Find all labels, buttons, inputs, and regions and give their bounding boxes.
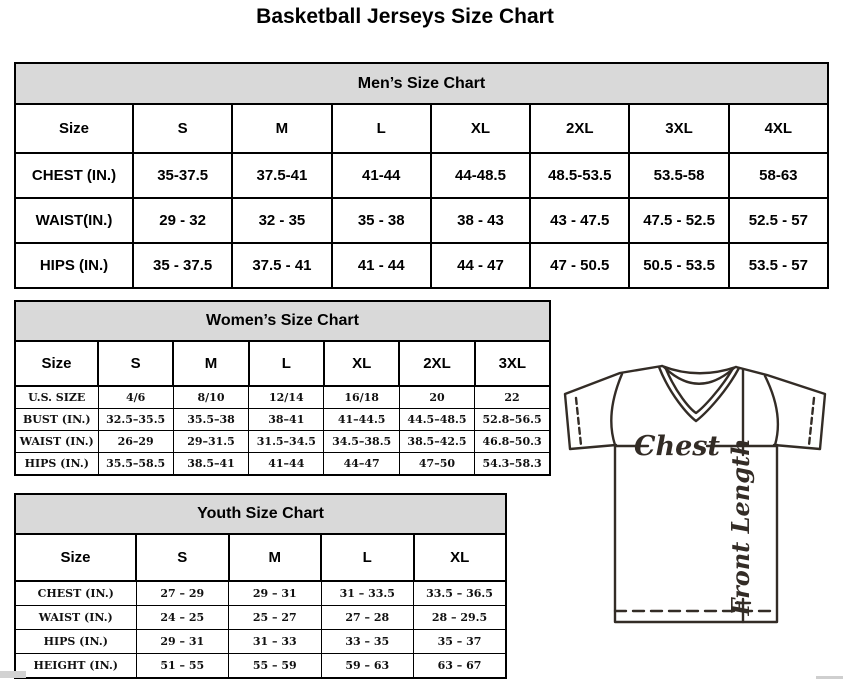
column-header-row: [15, 341, 550, 386]
row-label: WAIST (IN.): [15, 606, 136, 630]
row-label: WAIST (IN.): [15, 431, 98, 453]
value-cell: 35-37.5: [133, 153, 232, 198]
value-cell: 59 – 63: [321, 654, 414, 679]
value-cell: 58-63: [729, 153, 828, 198]
value-cell: 35 - 38: [332, 198, 431, 243]
row-label: WAIST(IN.): [15, 198, 133, 243]
value-cell: 55 – 59: [229, 654, 322, 679]
col-header: M: [173, 341, 248, 386]
col-header: L: [321, 534, 414, 581]
table-row: [15, 453, 550, 476]
value-cell: 20: [399, 386, 474, 409]
col-header: 3XL: [629, 104, 728, 153]
table-header-row: [15, 494, 506, 534]
value-cell: 38.5–42.5: [399, 431, 474, 453]
col-header: 4XL: [729, 104, 828, 153]
value-cell: 37.5-41: [232, 153, 331, 198]
jersey-armhole-seam: [611, 374, 622, 445]
value-cell: 54.3–58.3: [475, 453, 550, 476]
value-cell: 12/14: [249, 386, 324, 409]
value-cell: 63 – 67: [414, 654, 507, 679]
table-row: [15, 409, 550, 431]
jersey-diagram-svg: [556, 356, 840, 678]
col-header: M: [232, 104, 331, 153]
value-cell: 47–50: [399, 453, 474, 476]
value-cell: 27 – 29: [136, 581, 229, 606]
value-cell: 29 - 32: [133, 198, 232, 243]
value-cell: 34.5–38.5: [324, 431, 399, 453]
value-cell: 26–29: [98, 431, 173, 453]
jersey-collar: [662, 366, 736, 373]
value-cell: 22: [475, 386, 550, 409]
value-cell: 50.5 - 53.5: [629, 243, 728, 288]
youth-chart-title: Youth Size Chart: [15, 494, 506, 534]
col-header: S: [136, 534, 229, 581]
value-cell: 28 – 29.5: [414, 606, 507, 630]
row-label: HEIGHT (IN.): [15, 654, 136, 679]
table-row: [15, 431, 550, 453]
value-cell: 25 – 27: [229, 606, 322, 630]
value-cell: 44.5–48.5: [399, 409, 474, 431]
chest-label: Chest: [634, 431, 720, 462]
jersey-cuff-dashes: [809, 398, 814, 445]
table-row: [15, 581, 506, 606]
value-cell: 31 – 33: [229, 630, 322, 654]
youth-size-chart-table: [14, 493, 507, 679]
row-label: HIPS (IN.): [15, 630, 136, 654]
table-row: [15, 606, 506, 630]
value-cell: 35.5–38: [173, 409, 248, 431]
value-cell: 4/6: [98, 386, 173, 409]
value-cell: 27 – 28: [321, 606, 414, 630]
value-cell: 38 - 43: [431, 198, 530, 243]
value-cell: 24 – 25: [136, 606, 229, 630]
value-cell: 48.5-53.5: [530, 153, 629, 198]
value-cell: 29–31.5: [173, 431, 248, 453]
table-row: [15, 386, 550, 409]
row-label: HIPS (IN.): [15, 243, 133, 288]
table-header-row: [15, 301, 550, 341]
value-cell: 43 - 47.5: [530, 198, 629, 243]
value-cell: 53.5 - 57: [729, 243, 828, 288]
value-cell: 35 – 37: [414, 630, 507, 654]
value-cell: 35.5–58.5: [98, 453, 173, 476]
value-cell: 31.5–34.5: [249, 431, 324, 453]
value-cell: 8/10: [173, 386, 248, 409]
value-cell: 35 - 37.5: [133, 243, 232, 288]
scrollbar-fragment-left: [0, 671, 26, 678]
front-length-label: Front Length: [726, 438, 755, 616]
table-row: [15, 198, 828, 243]
table-row: [15, 630, 506, 654]
table-header-row: [15, 63, 828, 104]
column-header-row: [15, 534, 506, 581]
col-header: L: [249, 341, 324, 386]
page-title: Basketball Jerseys Size Chart: [256, 5, 554, 28]
value-cell: 44 - 47: [431, 243, 530, 288]
row-label: CHEST (IN.): [15, 581, 136, 606]
table-row: [15, 243, 828, 288]
value-cell: 52.8–56.5: [475, 409, 550, 431]
col-header: M: [229, 534, 322, 581]
value-cell: 41-44: [332, 153, 431, 198]
col-header: Size: [15, 341, 98, 386]
jersey-armhole-seam: [765, 376, 778, 445]
value-cell: 47.5 - 52.5: [629, 198, 728, 243]
value-cell: 16/18: [324, 386, 399, 409]
womens-chart-title: Women’s Size Chart: [15, 301, 550, 341]
col-header: S: [133, 104, 232, 153]
row-label: CHEST (IN.): [15, 153, 133, 198]
table-row: [15, 654, 506, 679]
row-label: HIPS (IN.): [15, 453, 98, 476]
col-header: XL: [324, 341, 399, 386]
value-cell: 32 - 35: [232, 198, 331, 243]
value-cell: 41 - 44: [332, 243, 431, 288]
row-label: BUST (IN.): [15, 409, 98, 431]
jersey-collar: [659, 367, 739, 421]
value-cell: 53.5-58: [629, 153, 728, 198]
col-header: Size: [15, 104, 133, 153]
value-cell: 44–47: [324, 453, 399, 476]
value-cell: 38.5–41: [173, 453, 248, 476]
col-header: XL: [414, 534, 507, 581]
jersey-cuff-dashes: [576, 398, 581, 445]
col-header: 2XL: [399, 341, 474, 386]
col-header: L: [332, 104, 431, 153]
col-header: Size: [15, 534, 136, 581]
value-cell: 44-48.5: [431, 153, 530, 198]
col-header: 3XL: [475, 341, 550, 386]
value-cell: 46.8–50.3: [475, 431, 550, 453]
value-cell: 29 – 31: [136, 630, 229, 654]
table-row: [15, 153, 828, 198]
value-cell: 29 – 31: [229, 581, 322, 606]
value-cell: 51 – 55: [136, 654, 229, 679]
value-cell: 32.5–35.5: [98, 409, 173, 431]
value-cell: 47 - 50.5: [530, 243, 629, 288]
mens-size-chart-table: [14, 62, 829, 289]
jersey-measurement-diagram: [556, 356, 840, 678]
mens-chart-title: Men’s Size Chart: [15, 63, 828, 104]
col-header: 2XL: [530, 104, 629, 153]
col-header: S: [98, 341, 173, 386]
value-cell: 37.5 - 41: [232, 243, 331, 288]
col-header: XL: [431, 104, 530, 153]
value-cell: 38–41: [249, 409, 324, 431]
value-cell: 41–44: [249, 453, 324, 476]
value-cell: 33.5 – 36.5: [414, 581, 507, 606]
jersey-outline: [736, 367, 825, 449]
value-cell: 52.5 - 57: [729, 198, 828, 243]
column-header-row: [15, 104, 828, 153]
value-cell: 41–44.5: [324, 409, 399, 431]
value-cell: 31 – 33.5: [321, 581, 414, 606]
value-cell: 33 – 35: [321, 630, 414, 654]
row-label: U.S. SIZE: [15, 386, 98, 409]
womens-size-chart-table: [14, 300, 551, 476]
